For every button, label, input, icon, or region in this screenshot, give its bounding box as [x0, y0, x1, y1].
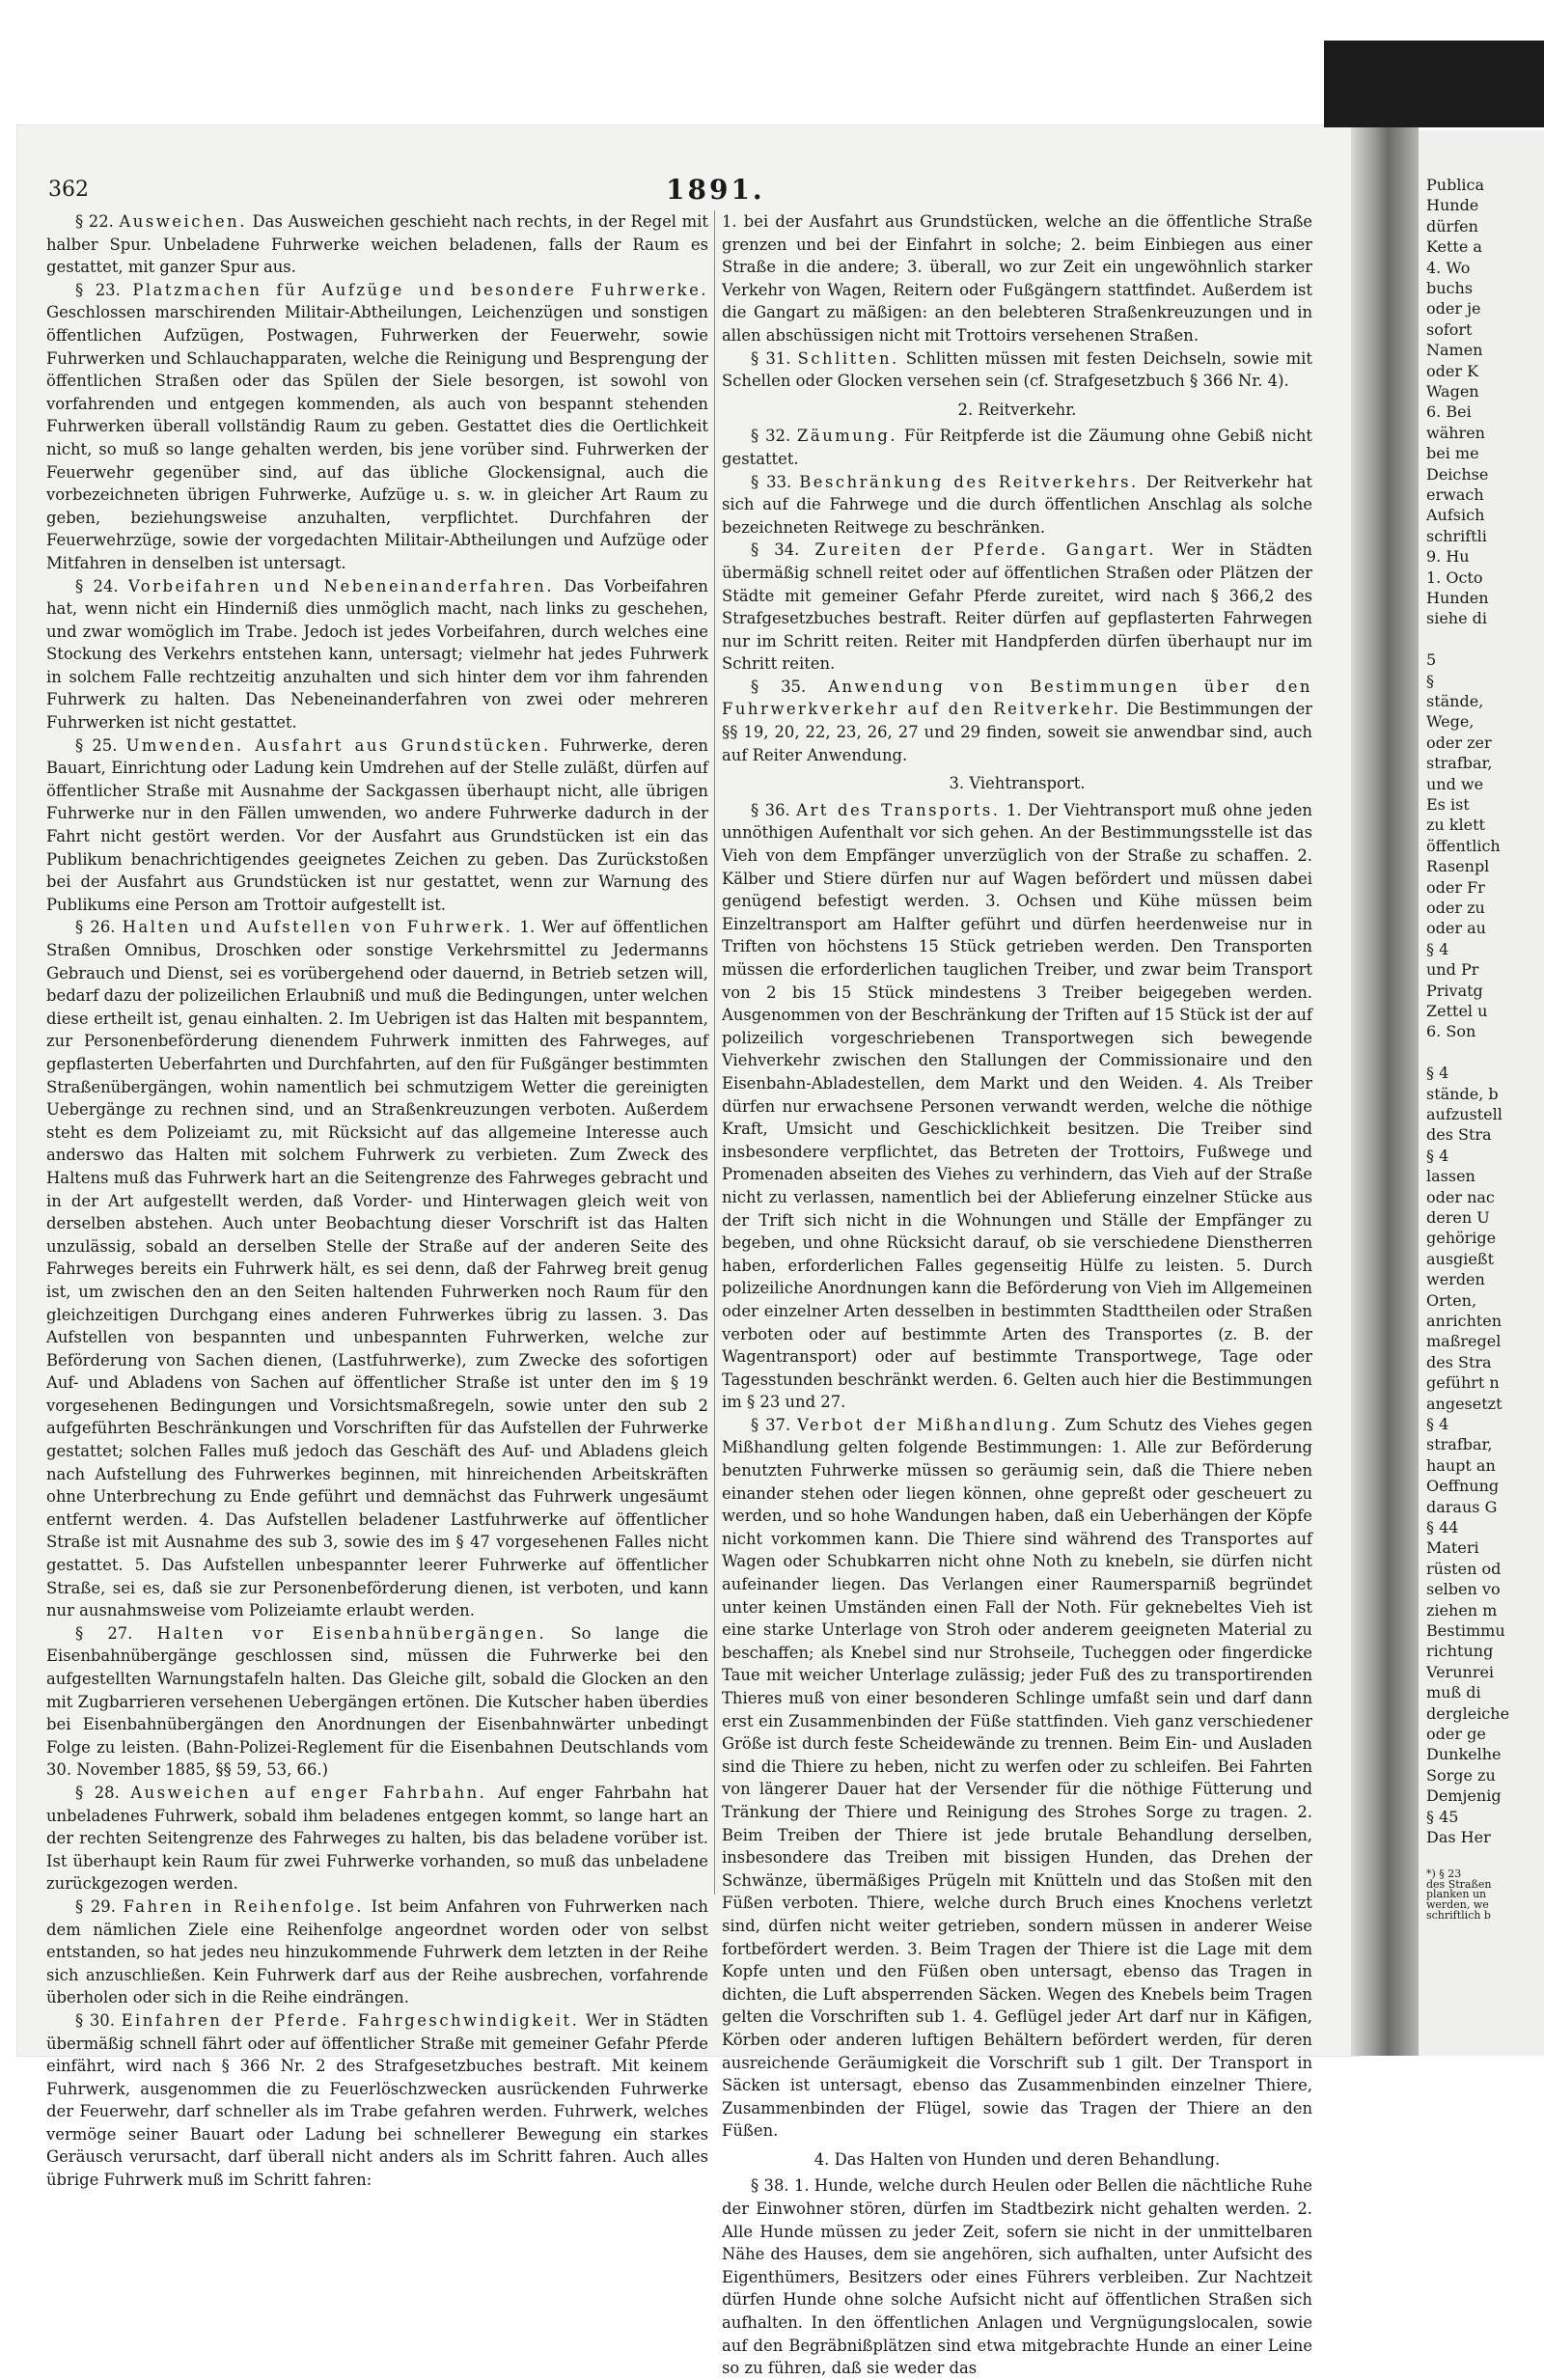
next-page-fragment: schriftlich b [1426, 1909, 1491, 1922]
book-spine [1351, 87, 1419, 2056]
next-page-fragment: oder K [1426, 361, 1479, 380]
paragraph-heading: Zureiten der Pferde. Gangart. [814, 540, 1157, 560]
next-page-fragment: muß di [1426, 1683, 1481, 1702]
next-page-fragment: angesetzt [1426, 1394, 1503, 1413]
paragraph-heading: Halten und Aufstellen von Fuhrwerk. [122, 918, 513, 937]
paragraph-text: 1. Der Viehtransport muß ohne jeden unnöthigen Aufenthalt vor sich gehen. An der Bestimmungsstelle ist das Vieh von dem Empfänger unverzüglich von der Straße zu schaffen. 2. Kälber und Stiere dürfen nur auf Wagen befördert und müssen dabei genügend befestigt werden. 3. Ochsen und Kühe müssen beim Einzeltransport am Halfter geführt und dürfen heerdenweise nur in Triften von höchstens 15 Stück getrieben werden. Den Transporten müssen die erforderlichen tauglichen Treiber, und zwar beim Transport von 2 bis 15 Stück mindestens 3 Treiber beigegeben werden. Ausgenommen von der Beschränkung der Triften auf 15 Stück ist der auf polizeilich vorgeschriebenen Transportwegen sich bewegende Viehverkehr zwischen den Stallungen der Commissionaire und den Eisenbahn-Abladestellen, dem Markt und den Weiden. 4. Als Treiber dürfen nur erwachsene Personen verwandt werden, welche die nöthige Kraft, Umsicht und Geschicklichkeit besitzen. Die Treiber sind insbesondere verpflichtet, das Betreten der Trottoirs, Fußwege und Promenaden abseiten des Viehes zu verhindern, das Vieh auf der Straße nicht zu verlassen, namentlich bei der Ablieferung einzelner Stücke aus der Trift sich nicht in die Wohnungen und Ställe der Empfänger zu begeben, und ohne Rücksicht darauf, ob sie verschiedene Dienstherren haben, erforderlichen Falles gegenseitig Hülfe zu leisten. 5. Durch polizeiliche Anordnungen kann die Beförderung von Vieh im Allgemeinen oder einzelner Arten desselben in bestimmten Stadttheilen oder Straßen verboten oder auf bestimmte Arten des Transportes (z. B. der Wagentransport) oder auf bestimmte Transportwege, Tage oder Tagesstunden beschränkt werden. 6. Gelten auch hier die Bestimmungen im § 23 und 27. [722, 800, 1312, 1412]
paragraph-number: § 36. [751, 800, 790, 819]
next-page-fragment: oder nac [1426, 1187, 1495, 1206]
paragraph [46, 575, 708, 734]
next-page-fragment: Hunde [1426, 196, 1479, 215]
paragraph [722, 799, 1312, 1414]
next-page-fragment: Orten, [1426, 1290, 1477, 1310]
next-page-fragment: Kette a [1426, 237, 1482, 257]
next-page-fragment: richtung [1426, 1642, 1494, 1661]
paragraph-number: § 25. [75, 735, 118, 755]
next-page-fragment: § 4 [1426, 1146, 1449, 1165]
next-page-fragment: Demjenig [1426, 1786, 1502, 1806]
next-page-fragment: oder au [1426, 919, 1486, 938]
next-page-fragment: Zettel u [1426, 1002, 1488, 1020]
paragraph [46, 2009, 708, 2192]
next-page-fragment: 5 [1426, 650, 1437, 670]
next-page-fragment: § 44 [1426, 1518, 1459, 1536]
paragraph-heading: Einfahren der Pferde. Fahrgeschwindigkeit. [121, 2010, 580, 2030]
next-page-fragment: aufzustell [1426, 1105, 1503, 1123]
next-page-fragment: § [1426, 671, 1434, 690]
paragraph [46, 916, 708, 1621]
paragraph-number: § 35. [751, 677, 807, 696]
next-page-fragment: Bestimmu [1426, 1621, 1505, 1640]
paragraph [46, 734, 708, 917]
paragraph [46, 1782, 708, 1896]
paragraph [722, 347, 1312, 393]
next-page-fragment: haupt an [1426, 1455, 1496, 1475]
paragraph-text: Der Reitverkehr hat sich auf die Fahrwege und die durch öffentlichen Anschlag als solche bezeichneten Reitwege zu beschränken. [722, 472, 1312, 537]
next-page-fragment: geführt n [1426, 1373, 1500, 1393]
paragraph-heading: Art des Transports. [796, 800, 1001, 819]
next-page-fragment: des Stra [1426, 1352, 1492, 1371]
next-page-fragment: § 4 [1426, 1415, 1449, 1433]
next-page-fragment: erwach [1426, 485, 1484, 504]
next-page-fragment: werden, we [1426, 1898, 1489, 1912]
next-page-fragment: dergleiche [1426, 1703, 1510, 1723]
paragraph [46, 1622, 708, 1782]
paragraph-number: § 32. [751, 427, 791, 446]
next-page-fragment: dürfen [1426, 216, 1478, 235]
next-page-fragment: schriftli [1426, 526, 1487, 545]
next-page-fragment: währen [1426, 423, 1485, 442]
paragraph-heading: Anwendung von Bestimmungen über den Fuhrwerkverkehr auf den Reitverkehr. [722, 677, 1312, 719]
paragraph-number: § 31. [751, 348, 791, 368]
paragraph-number: § 26. [75, 918, 116, 937]
paragraph-number: § 38. [751, 2176, 789, 2196]
paragraph [722, 539, 1312, 676]
next-page-fragment: Dunkelhe [1426, 1745, 1502, 1764]
paragraph-heading: Ausweichen auf enger Fahrbahn. [130, 1783, 487, 1802]
next-page-fragment: Rasenpl [1426, 857, 1490, 876]
paragraph-text: Wer in Städten übermäßig schnell reitet oder auf öffentlichen Straßen oder Plätzen der Städte mit gemeiner Gefahr Pferde zureitet, wird nach § 366,2 des Strafgesetzbuches bestraft. Reiter dürfen auf gepflasterten Fahrwegen nur im Schritt reiten. Reiter mit Handpferden dürfen überhaupt nur im Schritt reiten. [722, 540, 1312, 674]
next-page-fragment: sofort [1426, 319, 1473, 339]
next-page-edge [1419, 130, 1544, 2056]
next-page-fragment: oder zu [1426, 899, 1485, 917]
next-page-fragment: buchs [1426, 279, 1474, 297]
paragraph [722, 1414, 1312, 2143]
paragraph-number: § 29. [75, 1896, 116, 1916]
paragraph-heading: Vorbeifahren und Nebeneinanderfahren. [127, 576, 555, 595]
next-page-fragment: strafbar, [1426, 754, 1493, 773]
right-column [722, 210, 1312, 2380]
next-page-fragment: stände, [1426, 692, 1484, 710]
next-page-fragment: 1. Octo [1426, 567, 1483, 587]
paragraph-heading: Ausweichen. [119, 212, 247, 231]
next-page-fragment: Materi [1426, 1538, 1479, 1558]
paragraph [722, 2174, 1312, 2379]
next-page-fragment: 6. Son [1426, 1022, 1476, 1041]
paragraph [46, 210, 708, 279]
paragraph-text: 1. bei der Ausfahrt aus Grundstücken, welche an die öffentliche Straße grenzen und bei der Einfahrt in solche; 2. beim Einbiegen aus einer Straße in die andere; 3. überall, wo zur Zeit ein ungewöhnlich starker Verkehr von Wagen, Reitern oder Fußgängern stattfindet. Außerdem ist die Gangart zu mäßigen: an den belebteren Straßenkreuzungen und in allen abschüssigen nicht mit Trottoirs versehenen Straßen. [722, 212, 1312, 345]
next-page-fragment: oder ge [1426, 1725, 1486, 1743]
next-page-fragment: Publica [1426, 176, 1485, 194]
paragraph-text: 1. Wer auf öffentlichen Straßen Omnibus, Droschken oder sonstige Verkehrsmittel zu Jedermanns Gebrauch und Dienst, sei es vorübergehend oder dauernd, in Betrieb setzen will, bedarf dazu der polizeilichen Erlaubniß und muß die Bedingungen, unter welchen diese ertheilt ist, genau einhalten. 2. Im Uebrigen ist das Halten mit bespanntem, zur Personenbeförderung dienendem Fuhrwerk inmitten des Fahrweges, auf gepflasterten Ueberfahrten und Durchfahrten, auf den für Fußgänger bestimmten Straßenübergängen, wohin namentlich bei schmutzigem Wetter die gereinigten Uebergänge zu rechnen sind, und an Straßenkreuzungen verboten. Außerdem steht es dem Polizeiamt zu, mit Rücksicht auf das allgemeine Interesse auch anderswo das Halten mit solchem Fuhrwerk zu verbieten. Zum Zweck des Haltens muß das Fuhrwerk hart an die Seitengrenze des Fahrweges gebracht und in der Art aufgestellt werden, daß Vorder- und Hinterwagen gleich weit von derselben abstehen. Auch unter Beobachtung dieser Vorschrift ist das Halten unzulässig, sobald an derselben Stelle der Straße auf der anderen Seite des Fahrweges bereits ein Fuhrwerk hält, es sei denn, daß der Fahrweg breit genug ist, um zwischen den an den Seiten haltenden Fuhrwerken noch Raum für den gleichzeitigen Durchgang eines anderen Fuhrwerkes übrig zu lassen. 3. Das Aufstellen von bespannten und unbespannten Fuhrwerken, welche zur Beförderung von Sachen dienen, (Lastfuhrwerke), zum Zwecke des sofortigen Auf- und Abladens von Sachen auf öffentlicher Straße ist unter den im § 19 vorgesehenen Bedingungen und Vorsichtsmaßregeln, sowie unter den sub 2 aufgeführten Beschränkungen und Vorschriften für das Aufstellen der Fuhrwerke gestattet; solchen Falles muß jedoch das Geschäft des Auf- und Abladens gleich nach Aufstellung des Fuhrwerkes beginnen, mit hinreichenden Arbeitskräften ohne Unterbrechung zu Ende geführt und demnächst das Fuhrwerk ungesäumt entfernt werden. 4. Das Aufstellen beladener Lastfuhrwerke auf öffentlicher Straße ist mit Ausnahme des sub 3, sowie des im § 47 vorgesehenen Falles nicht gestattet. 5. Das Aufstellen unbespannter leerer Fuhrwerke auf öffentlicher Straße, sei es, daß sie zur Personenbeförderung dienen, ist verboten, und kann nur ausnahmsweise vom Polizeiamte erlaubt werden. [46, 918, 708, 1620]
paragraph-text: Das Vorbeifahren hat, wenn nicht ein Hinderniß dies unmöglich macht, nach links zu geschehen, und zwar womöglich im Trabe. Jedoch ist jedes Vorbeifahren, durch welches eine Stockung des Verkehrs entstehen kann, untersagt; vielmehr hat jedes Fuhrwerk in solchem Falle rechtzeitig anzuhalten und sich hinter dem vor ihm fahrenden Fuhrwerk zu halten. Das Nebeneinanderfahren von zwei oder mehreren Fuhrwerken ist nicht gestattet. [46, 576, 708, 733]
paragraph-text: Zum Schutz des Viehes gegen Mißhandlung gelten folgende Bestimmungen: 1. Alle zur Beförderung benutzten Fuhrwerke müssen so geräumig sein, daß die Thiere neben einander stehen oder liegen können, ohne gepreßt oder gescheuert zu werden, und so hohe Wandungen haben, daß ein Ueberhängen der Köpfe nicht vorkommen kann. Die Thiere sind während des Transportes auf Wagen oder Schubkarren nicht ohne Noth zu knebeln, sie dürfen nicht aufeinander liegen. Das Verlangen einer Raumersparniß begründet unter keinen Umständen einen Fall der Noth. Für geknebeltes Vieh ist eine starke Unterlage von Stroh oder anderem geeigneten Material zu beschaffen; als Knebel sind nur Strohseile, Tucheggen oder fingerdicke Taue mit weicher Unterlage zulässig; jeder Fuß des zu transportirenden Thieres muß von einer besonderen Schlinge umfaßt sein und darf dann erst ein Zusammenbinden der Füße stattfinden. Vieh ganz verschiedener Größe ist durch feste Scheidewände zu trennen. Beim Ein- und Ausladen sind die Thiere zu heben, nicht zu werfen oder zu schleifen. Bei Fahrten von längerer Dauer hat der Versender für die nöthige Fütterung und Tränkung der Thiere und Reinigung des Strohes Sorge zu tragen. 2. Beim Treiben der Thiere ist jede brutale Behandlung derselben, insbesondere das Treiben mit bissigen Hunden, das Drehen der Schwänze, übermäßiges Prügeln mit Knütteln und das Stoßen mit den Füßen verboten. Thiere, welche durch Bruch eines Knochens verletzt sind, dürfen nicht weiter getrieben, sondern müssen in anderer Weise fortbefördert werden. 3. Beim Tragen der Thiere ist die Lage mit dem Kopfe unten und den Füßen oben untersagt, ebenso das Tragen in dichten, die Luft absperrenden Säcken. Wegen des Knebels beim Tragen gelten die Vorschriften sub 1. 4. Geflügel jeder Art darf nur in Käfigen, Körben oder anderen luftigen Behältern befördert werden, für deren ausreichende Geräumigkeit die Vorschrift sub 1 gilt. Der Transport in Säcken ist untersagt, ebenso das Zusammenbinden einzelner Thiere, Zusammenbinden der Flügel, sowie das Tragen der Thiere an den Füßen. [722, 1415, 1312, 2141]
paragraph-number: § 22. [75, 212, 114, 231]
left-column [46, 210, 708, 2192]
paragraph [46, 1896, 708, 2009]
next-page-fragment: des Stra [1426, 1125, 1492, 1145]
next-page-fragment: § 4 [1426, 1064, 1449, 1083]
next-page-fragment: anrichten [1426, 1312, 1503, 1330]
next-page-fragment: selben vo [1426, 1580, 1501, 1599]
paragraph-heading: Verbot der Mißhandlung. [797, 1415, 1059, 1434]
paragraph-text: 1. Hunde, welche durch Heulen oder Bellen die nächtliche Ruhe der Einwohner stören, dürfen im Stadtbezirk nicht gehalten werden. 2. Alle Hunde müssen zu jeder Zeit, sofern sie nicht in der unmittelbaren Nähe des Hauses, dem sie angehören, sich aufhalten, unter Aufsicht des Eigenthümers, Besitzers oder eines Führers verbleiben. Zur Nachtzeit dürfen Hunde ohne solche Aufsicht nicht auf öffentlichen Straßen sich aufhalten. In den öffentlichen Anlagen und Vergnügungslocalen, sowie auf den Begräbnißplätzen sind etwa mitgebrachte Hunde an einer Leine so zu führen, daß sie weder das [722, 2176, 1313, 2378]
paragraph-text: So lange die Eisenbahnübergänge geschlossen sind, müssen die Fuhrwerke bei den aufgestellten Warnungstafeln halten. Das Gleiche gilt, sobald die Glocken an den mit Zugbarrieren versehenen Uebergängen ertönen. Die Kutscher haben überdies bei Eisenbahnübergängen den Anordnungen der Eisenbahnwärter unbedingt Folge zu leisten. (Bahn-Polizei-Reglement für die Eisenbahnen Deutschlands vom 30. November 1885, §§ 59, 53, 66.) [46, 1623, 708, 1780]
next-page-fragment: Namen [1426, 341, 1483, 360]
next-page-fragment: gehörige [1426, 1229, 1497, 1248]
paragraph-heading: Beschränkung des Reitverkehrs. [799, 472, 1139, 491]
section-heading: 2. Reitverkehr. [957, 400, 1077, 419]
next-page-fragment: ziehen m [1426, 1600, 1498, 1619]
next-page-fragment: Aufsich [1426, 506, 1485, 525]
next-page-fragment: oder Fr [1426, 877, 1485, 897]
paragraph-number: § 28. [75, 1783, 120, 1802]
paragraph-heading: Umwenden. Ausfahrt aus Grundstücken. [125, 735, 551, 755]
paragraph-text: Das Ausweichen geschieht nach rechts, in der Regel mit halber Spur. Unbeladene Fuhrwerke weichen beladenen, falls der Raum es gestattet, mit ganzer Spur aus. [46, 212, 708, 277]
paragraph-heading: Schlitten. [797, 348, 899, 368]
paragraph-heading: Platzmachen für Aufzüge und besondere Fuhrwerke. [132, 280, 708, 299]
next-page-fragment: des Straßen [1426, 1877, 1492, 1891]
next-page-fragment: bei me [1426, 444, 1479, 463]
next-page-fragment: *) § 23 [1426, 1867, 1462, 1880]
paragraph-number: § 24. [75, 576, 119, 595]
next-page-fragment: Wagen [1426, 382, 1479, 401]
next-page-fragment: 9. Hu [1426, 547, 1470, 567]
next-page-fragment: maßregel [1426, 1332, 1502, 1351]
next-page-fragment: deren U [1426, 1208, 1490, 1227]
next-page-fragment: daraus G [1426, 1497, 1498, 1516]
next-page-fragment: Sorge zu [1426, 1765, 1496, 1785]
next-page-fragment: und Pr [1426, 960, 1479, 980]
paragraph-number: § 27. [75, 1623, 133, 1643]
paragraph-text: Auf enger Fahrbahn hat unbeladenes Fuhrwerk, sobald ihm beladenes entgegen kommt, so lange hart an der rechten Seitengrenze des Fahrweges zu halten, bis das beladene vorüber ist. Ist überhaupt kein Raum für zwei Fuhrwerke vorhanden, so muß das unbeladene zurückgezogen werden. [46, 1783, 709, 1894]
next-page-fragment: 6. Bei [1426, 402, 1472, 422]
next-page-fragment: rüsten od [1426, 1559, 1502, 1578]
next-page-fragment: planken un [1426, 1888, 1487, 1901]
paragraph-number: § 34. [751, 540, 800, 560]
paragraph [722, 210, 1312, 347]
paragraph-text: Wer in Städten übermäßig schnell fährt oder auf öffentlicher Straße mit gemeiner Gefahr Pferde einfährt, wird nach § 366 Nr. 2 des Strafgesetzbuches bestraft. Mit keinem Fuhrwerk, ausgenommen die zu Feuerlöschzwecken ausrückenden Fuhrwerke der Feuerwehr, darf schneller als im Trabe gefahren werden. Fuhrwerk, welches vermöge seiner Bauart oder Ladung bei schnellerer Bewegung ein starkes Geräusch verursacht, darf überall nicht anders als im Schritt fahren. Auch alles übrige Fuhrwerk muß im Schritt fahren: [46, 2010, 709, 2190]
next-page-fragment: 4. Wo [1426, 258, 1471, 277]
paragraph-heading: Zäumung. [797, 427, 898, 446]
next-page-fragment: Deichse [1426, 464, 1489, 484]
next-page-fragment: Hunden [1426, 589, 1489, 607]
next-page-fragment: oder je [1426, 299, 1481, 318]
next-page-fragment: § 4 [1426, 939, 1449, 958]
paragraph-text: Die Bestimmungen der §§ 19, 20, 22, 23, 26, 27 und 29 finden, soweit sie anwendbar sind, auch auf Reiter Anwendung. [722, 700, 1312, 764]
paragraph [722, 471, 1312, 540]
column-divider [714, 210, 715, 1895]
paragraph [722, 425, 1312, 470]
next-page-fragment: zu klett [1426, 816, 1485, 835]
next-page-fragment: siehe di [1426, 609, 1488, 628]
paragraph-text: Geschlossen marschirenden Militair-Abtheilungen, Leichenzügen und sonstigen öffentlichen Aufzügen, Postwagen, Fuhrwerken der Feuerwehr, sowie Fuhrwerken und Schlauchapparaten, welche die Reinigung und Besprengung der öffentlichen Straßen oder das Spülen der Siele besorgen, ist sowohl von vorfahrenden und entgegen kommenden, als auch von bespannt stehenden Fuhrwerken überall vollständig Raum zu geben. Gestattet dies die Oertlichkeit nicht, so muß so lange gehalten werden, bis jene vorüber sind. Fuhrwerken der Feuerwehr gegenüber sind, auf das übliche Glockensignal, auch die vorbezeichneten übrigen Fuhrwerke, Aufzüge u. s. w. in gleicher Art Raum zu geben, beziehungsweise anzuhalten, verpflichtet. Durchfahren der Feuerwehrzüge, sowie der vorgedachten Militair-Abtheilungen und Aufzüge oder Mitfahren in denselben ist untersagt. [46, 303, 708, 572]
paragraph-text: Fuhrwerke, deren Bauart, Einrichtung oder Ladung kein Umdrehen auf der Stelle zuläßt, dürfen auf öffentlicher Straße mit Ausnahme der Sackgassen überhaupt nicht, alle übrigen Fuhrwerke nur in den Fällen umwenden, wo andere Fuhrwerke dadurch in der Fahrt nicht gestört werden. Vor der Ausfahrt aus Grundstücken ist ein das Publikum benachrichtigendes geeignetes Zeichen zu geben. Das Zurückstoßen bei der Ausfahrt aus Grundstücken ist nur gestattet, wenn zur Warnung des Publikums eine Person am Trottoir aufgestellt ist. [46, 735, 708, 914]
section-heading: 4. Das Halten von Hunden und deren Behandlung. [813, 2149, 1221, 2169]
paragraph [722, 676, 1312, 766]
next-page-fragment: oder zer [1426, 733, 1492, 752]
next-page-fragment: Wege, [1426, 712, 1475, 732]
paragraph-number: § 23. [75, 280, 121, 299]
paragraph-heading: Halten vor Eisenbahnübergängen. [156, 1623, 547, 1643]
paragraph-number: § 30. [75, 2010, 115, 2030]
paragraph-number: § 33. [751, 472, 792, 491]
paragraph-number: § 37. [751, 1415, 791, 1434]
paragraph-heading: Fahren in Reihenfolge. [123, 1896, 364, 1916]
corner-tab [1324, 41, 1544, 127]
section-heading: 3. Viehtransport. [949, 774, 1086, 793]
page-year: 1891. [666, 174, 765, 206]
page-header [48, 174, 1322, 212]
next-page-fragment: Es ist [1426, 795, 1470, 814]
next-page-fragment: öffentlich [1426, 836, 1501, 855]
next-page-fragment: ausgießt [1426, 1249, 1494, 1268]
next-page-fragment: Privatg [1426, 981, 1483, 1000]
next-page-fragment: lassen [1426, 1167, 1475, 1186]
paragraph [46, 279, 708, 575]
paragraph-text: Für Reitpferde ist die Zäumung ohne Gebiß nicht gestattet. [722, 427, 1312, 468]
next-page-fragment: strafbar, [1426, 1435, 1493, 1454]
next-page-fragment: § 45 [1426, 1807, 1459, 1826]
paragraph-text: Ist beim Anfahren von Fuhrwerken nach dem nämlichen Ziele eine Reihenfolge angeordnet worden oder von selbst entstanden, so hat jedes neu hinzukommende Fuhrwerk dem letzten in der Reihe sich anzuschließen. Kein Fuhrwerk darf aus der Reihe ausbrechen, vorfahrende überholen oder sich in die Reihe eindrängen. [46, 1896, 708, 2007]
next-page-fragment: Verunrei [1426, 1662, 1495, 1681]
next-page-fragment: werden [1426, 1270, 1485, 1289]
next-page-fragment: und we [1426, 774, 1484, 793]
next-page-fragment: Oeffnung [1426, 1477, 1500, 1496]
page-number: 362 [48, 178, 89, 202]
paragraph-text: Schlitten müssen mit festen Deichseln, sowie mit Schellen oder Glocken versehen sein (cf. Strafgesetzbuch § 366 Nr. 4). [722, 348, 1312, 391]
next-page-fragment: Das Her [1426, 1828, 1491, 1846]
next-page-fragment: stände, b [1426, 1084, 1499, 1103]
